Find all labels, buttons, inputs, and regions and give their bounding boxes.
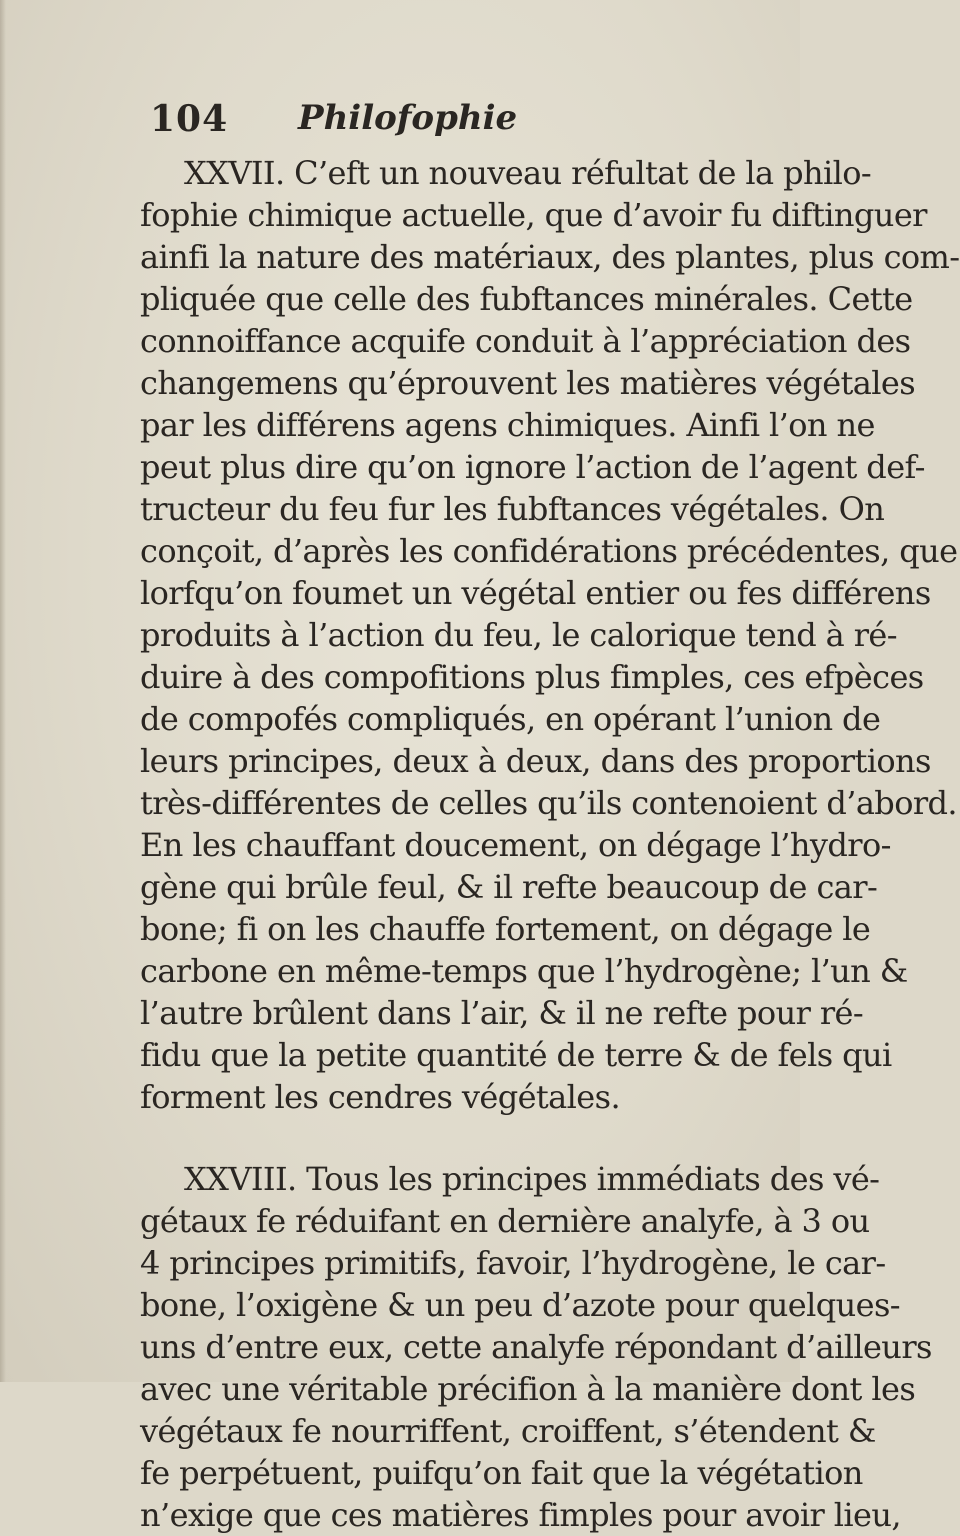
text-line: très-différentes de celles qu’ils contenoient d’abord.: [140, 784, 958, 822]
text-line: XXVII. C’eft un nouveau réfultat de la philo-: [184, 154, 872, 192]
text-line: l’autre brûlent dans l’air, & il ne refte pour ré-: [140, 994, 864, 1032]
text-line: duire à des compofitions plus fimples, ces efpèces: [140, 658, 924, 696]
page-header: [150, 98, 730, 148]
text-line: produits à l’action du feu, le calorique tend à ré-: [140, 616, 897, 654]
text-line: gène qui brûle feul, & il refte beaucoup de car-: [140, 868, 878, 906]
text-line: XXVIII. Tous les principes immédiats des vé-: [184, 1160, 880, 1198]
text-line: carbone en même-temps que l’hydrogène; l’un &: [140, 952, 908, 990]
text-line: bone, l’oxigène & un peu d’azote pour quelques-: [140, 1286, 900, 1324]
page-number: 104: [150, 98, 229, 140]
text-line: 4 principes primitifs, favoir, l’hydrogène, le car-: [140, 1244, 886, 1282]
text-line: fophie chimique actuelle, que d’avoir fu diftinguer: [140, 196, 927, 234]
running-head: Philofophie: [298, 98, 518, 138]
text-line: connoiffance acquife conduit à l’appréciation des: [140, 322, 911, 360]
paragraph-xxviii: [140, 1158, 932, 1536]
text-line: bone; fi on les chauffe fortement, on dégage le: [140, 910, 871, 948]
text-line: n’exige que ces matières fimples pour avoir lieu,: [140, 1496, 901, 1534]
text-line: avec une véritable précifion à la manière dont les: [140, 1370, 916, 1408]
text-line: ainfi la nature des matériaux, des plantes, plus com-: [140, 238, 960, 276]
text-line: conçoit, d’après les confidérations précédentes, que: [140, 532, 958, 570]
text-line: gétaux fe réduifant en dernière analyfe, à 3 ou: [140, 1202, 870, 1240]
text-line: par les différens agens chimiques. Ainfi l’on ne: [140, 406, 875, 444]
paragraph-xxvii: [140, 152, 960, 1118]
text-line: leurs principes, deux à deux, dans des proportions: [140, 742, 931, 780]
text-line: lorfqu’on foumet un végétal entier ou fes différens: [140, 574, 931, 612]
text-line: fidu que la petite quantité de terre & de fels qui: [140, 1036, 892, 1074]
text-line: peut plus dire qu’on ignore l’action de l’agent def-: [140, 448, 925, 486]
page-edge-shadow: [0, 0, 6, 1382]
text-line: tructeur du feu fur les fubftances végétales. On: [140, 490, 885, 528]
text-line: En les chauffant doucement, on dégage l’hydro-: [140, 826, 891, 864]
body-text: [140, 152, 960, 1536]
text-line: uns d’entre eux, cette analyfe répondant d’ailleurs: [140, 1328, 932, 1366]
text-line: fe perpétuent, puifqu’on fait que la végétation: [140, 1454, 863, 1492]
text-line: changemens qu’éprouvent les matières végétales: [140, 364, 916, 402]
text-line: forment les cendres végétales.: [140, 1078, 621, 1116]
text-line: pliquée que celle des fubftances minérales. Cette: [140, 280, 913, 318]
text-line: de compofés compliqués, en opérant l’union de: [140, 700, 881, 738]
text-line: végétaux fe nourriffent, croiffent, s’étendent &: [140, 1412, 876, 1450]
